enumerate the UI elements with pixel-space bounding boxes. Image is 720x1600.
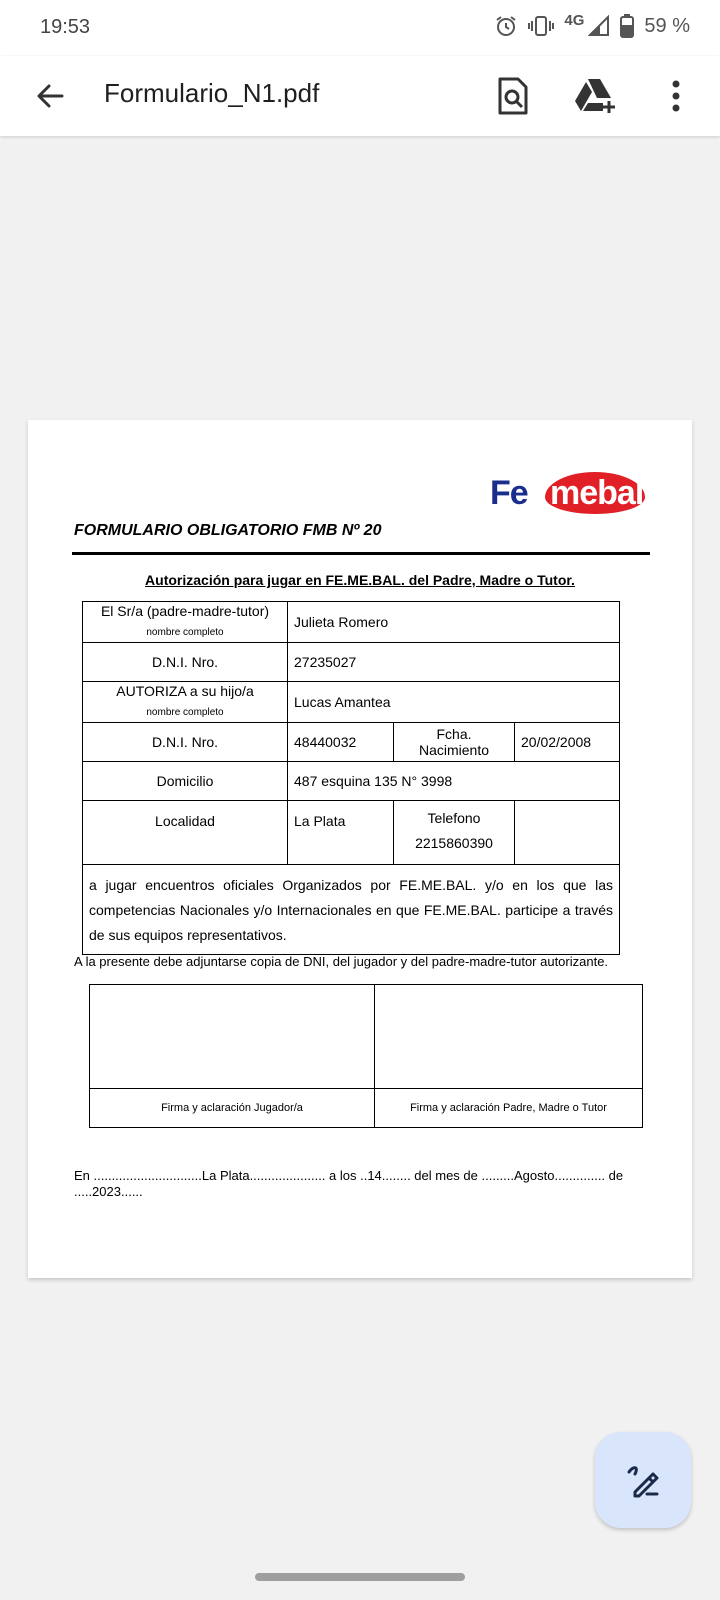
find-in-document-button[interactable]: [489, 72, 537, 120]
status-bar: [0, 0, 720, 56]
parent-name-value: Julieta Romero: [288, 602, 620, 643]
status-icons: [494, 11, 690, 38]
child-sublabel: nombre completo: [146, 707, 224, 718]
child-dni-value: 48440032: [288, 723, 394, 762]
back-arrow-icon: [34, 80, 66, 112]
alarm-icon: [494, 14, 518, 38]
authorization-table: [82, 601, 620, 955]
player-signature-box: [90, 985, 375, 1089]
phone-value: 2215860390: [415, 835, 493, 851]
back-button[interactable]: [28, 74, 72, 118]
search-document-icon: [496, 77, 530, 115]
document-title: Formulario_N1.pdf: [104, 78, 320, 108]
city-value: La Plata: [288, 801, 394, 865]
phone-cell: [394, 801, 515, 865]
add-to-drive-button[interactable]: [572, 72, 620, 120]
parent-signature-caption: Firma y aclaración Padre, Madre o Tutor: [375, 1089, 643, 1128]
address-label: Domicilio: [83, 762, 288, 801]
annotate-fab[interactable]: [595, 1432, 691, 1528]
pdf-page[interactable]: [28, 420, 692, 1278]
battery-icon: [620, 14, 634, 38]
city-label: Localidad: [83, 801, 288, 865]
child-label: AUTORIZA a su hijo/a: [116, 683, 254, 699]
drive-add-icon: [575, 77, 617, 115]
parent-dni-label: D.N.I. Nro.: [83, 643, 288, 682]
parent-signature-box: [375, 985, 643, 1089]
title-divider: [72, 552, 650, 555]
edit-pen-icon: [625, 1462, 661, 1498]
logo-text-mebal: mebal: [550, 474, 644, 512]
child-name-value: Lucas Amantea: [288, 682, 620, 723]
table-row: [83, 865, 620, 955]
parent-sublabel: nombre completo: [146, 627, 224, 638]
table-row: [83, 682, 620, 723]
parent-label: El Sr/a (padre-madre-tutor): [100, 603, 270, 619]
signal-icon: [588, 15, 610, 37]
parent-label-cell: [83, 602, 288, 643]
address-value: 487 esquina 135 N° 3998: [288, 762, 620, 801]
phone-extra-cell: [515, 801, 620, 865]
table-row: [83, 801, 620, 865]
more-options-button[interactable]: [658, 72, 694, 120]
gesture-navigation-bar[interactable]: [255, 1573, 465, 1581]
parent-dni-value: 27235027: [288, 643, 620, 682]
signature-table: [89, 984, 643, 1128]
table-row: [83, 723, 620, 762]
authorization-heading: Autorización para jugar en FE.ME.BAL. del Padre, Madre o Tutor.: [145, 572, 575, 588]
battery-percent: 59 %: [644, 14, 690, 37]
network-type: 4G: [564, 11, 585, 29]
table-row: [83, 643, 620, 682]
form-title: FORMULARIO OBLIGATORIO FMB Nº 20: [74, 522, 382, 539]
place-date-line: En ..............................La Plata..................... a los ..14........ del mes de .........Agosto.............. de .....2023......: [74, 1168, 624, 1199]
child-label-cell: [83, 682, 288, 723]
table-row: [83, 602, 620, 643]
authorization-paragraph: a jugar encuentros oficiales Organizados por FE.ME.BAL. y/o en los que las competencias Nacionales y/o Internacionales en que FE.ME.BAL. participe a través de sus equipos representativos.: [83, 865, 620, 955]
player-signature-caption: Firma y aclaración Jugador/a: [90, 1089, 375, 1128]
app-bar: [0, 56, 720, 136]
more-vert-icon: [671, 80, 681, 112]
logo-text-fe: Fe: [490, 474, 528, 512]
status-time: 19:53: [40, 16, 91, 38]
signature-space-row: [90, 985, 643, 1089]
table-row: [83, 762, 620, 801]
femebal-logo: [490, 472, 650, 518]
birth-date-label: Fcha. Nacimiento: [394, 723, 515, 762]
attachment-note: A la presente debe adjuntarse copia de DNI, del jugador y del padre-madre-tutor autorizante.: [74, 954, 609, 969]
phone-label: Telefono: [427, 810, 481, 826]
vibrate-icon: [528, 14, 554, 38]
birth-date-value: 20/02/2008: [515, 723, 620, 762]
signature-caption-row: [90, 1089, 643, 1128]
child-dni-label: D.N.I. Nro.: [83, 723, 288, 762]
